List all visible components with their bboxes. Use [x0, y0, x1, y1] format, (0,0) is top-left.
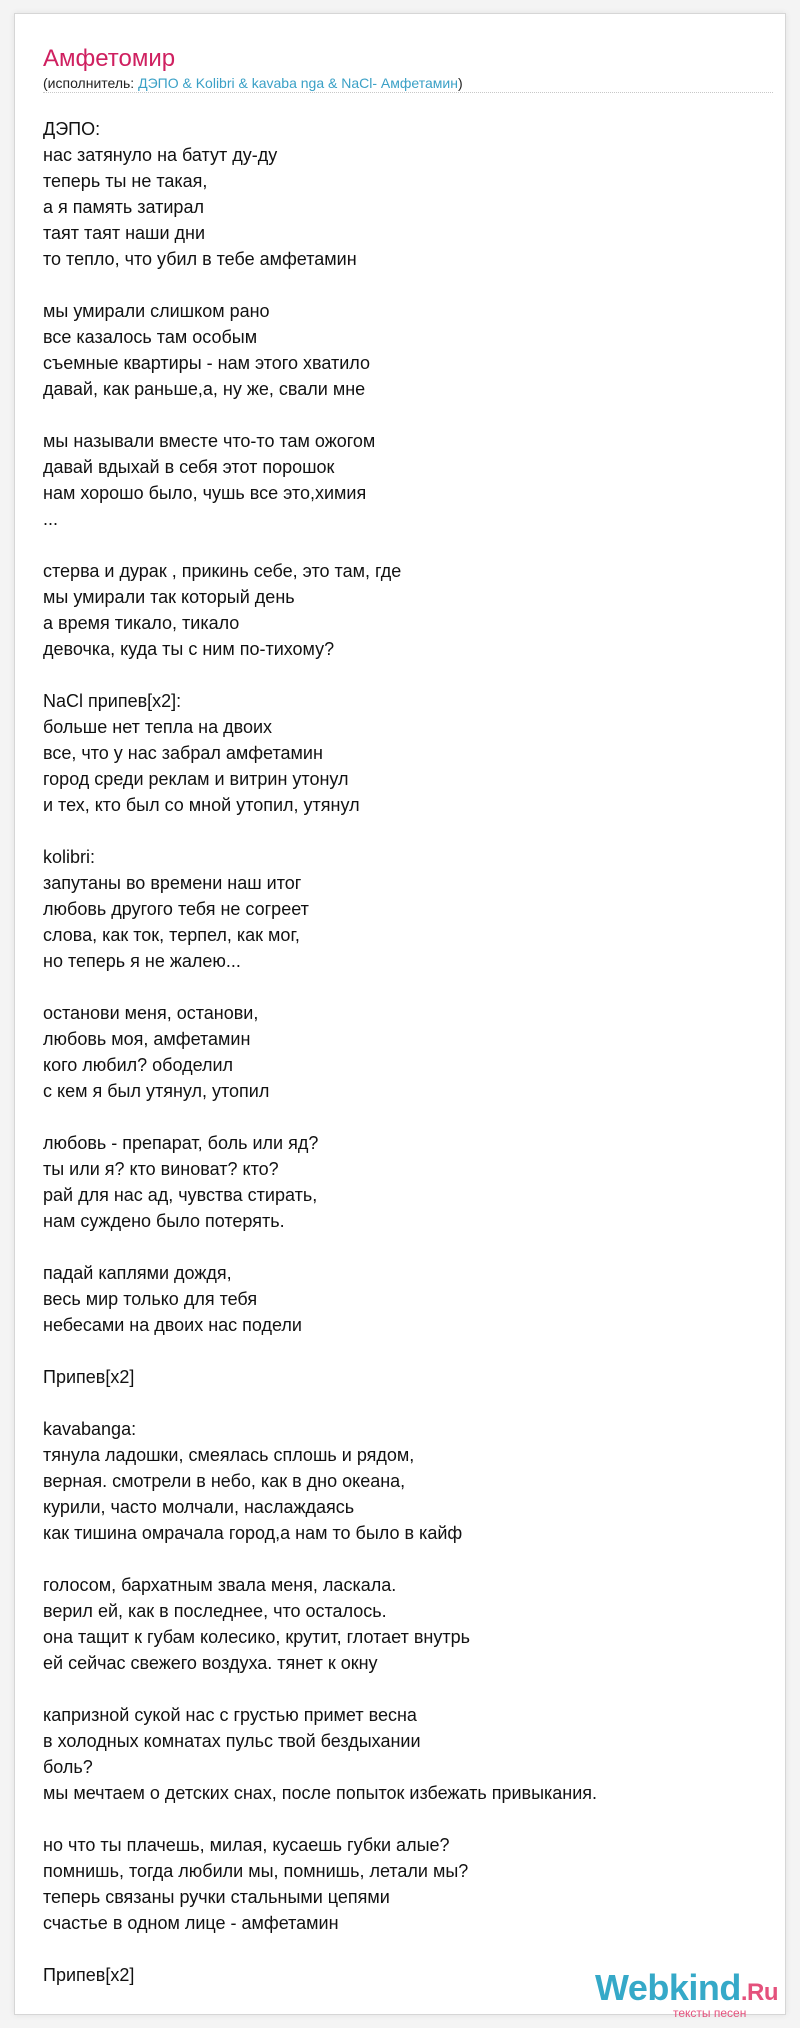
lyric-line: все, что у нас забрал амфетамин [43, 743, 323, 763]
blank-line [43, 1338, 763, 1364]
lyric-line: таят таят наши дни [43, 223, 206, 243]
lyric-line: капризной сукой нас с грустью примет весна [43, 1705, 417, 1725]
lyric-line: счастье в одном лице - амфетамин [43, 1913, 339, 1933]
blank-line [43, 402, 763, 428]
logo-tld: .Ru [740, 1979, 779, 2006]
performer-line [43, 74, 771, 92]
lyric-line: теперь связаны ручки стальными цепями [43, 1887, 390, 1907]
title-divider [43, 92, 773, 93]
lyric-line: останови меня, останови, [43, 1003, 259, 1023]
lyric-line: мы называли вместе что-то там ожогом [43, 431, 376, 451]
lyric-line: нам хорошо было, чушь все это,химия [43, 483, 367, 503]
lyric-line: теперь ты не такая, [43, 171, 208, 191]
lyric-line: рай для нас ад, чувства стирать, [43, 1185, 318, 1205]
lyric-line: все казалось там особым [43, 327, 258, 347]
lyric-line: а я память затирал [43, 197, 204, 217]
lyric-line: слова, как ток, терпел, как мог, [43, 925, 300, 945]
performer-suffix: ) [457, 75, 463, 91]
lyric-line: давай вдыхай в себя этот порошок [43, 457, 335, 477]
lyric-line: курили, часто молчали, наслаждаясь [43, 1497, 355, 1517]
lyric-line: kolibri: [43, 847, 96, 867]
lyric-line: ты или я? кто виноват? кто? [43, 1159, 279, 1179]
blank-line [43, 1390, 763, 1416]
blank-line [43, 662, 763, 688]
song-title: Амфетомир [43, 45, 176, 72]
lyric-line: Припев[x2] [43, 1367, 135, 1387]
lyric-line: она тащит к губам колесико, крутит, глотает внутрь [43, 1627, 470, 1647]
lyric-line: нам суждено было потерять. [43, 1211, 285, 1231]
lyric-line: Припев[x2] [43, 1965, 135, 1985]
lyric-line: помнишь, тогда любили мы, помнишь, летали мы? [43, 1861, 469, 1881]
lyric-line: давай, как раньше,а, ну же, свали мне [43, 379, 366, 399]
lyric-line: то тепло, что убил в тебе амфетамин [43, 249, 357, 269]
blank-line [43, 1104, 763, 1130]
performer-prefix: (исполнитель: [43, 75, 139, 91]
lyric-line: мы умирали слишком рано [43, 301, 270, 321]
lyric-line: а время тикало, тикало [43, 613, 240, 633]
blank-line [43, 532, 763, 558]
blank-line [43, 1676, 763, 1702]
lyric-line: в холодных комнатах пульс твой бездыхании [43, 1731, 421, 1751]
lyric-line: город среди реклам и витрин утонул [43, 769, 349, 789]
webkind-logo[interactable] [595, 1966, 795, 2026]
blank-line [43, 1806, 763, 1832]
lyric-line: падай каплями дождя, [43, 1263, 232, 1283]
lyric-line: ДЭПО: [43, 119, 101, 139]
lyric-line: но что ты плачешь, милая, кусаешь губки алые? [43, 1835, 450, 1855]
lyric-line: ... [43, 509, 59, 529]
blank-line [43, 272, 763, 298]
lyric-line: но теперь я не жалею... [43, 951, 241, 971]
lyric-line: небесами на двоих нас подели [43, 1315, 302, 1335]
blank-line [43, 1234, 763, 1260]
lyric-line: больше нет тепла на двоих [43, 717, 273, 737]
lyric-line: и тех, кто был со мной утопил, утянул [43, 795, 360, 815]
logo-name: Webkind [595, 1967, 741, 2008]
lyric-line: любовь другого тебя не согреет [43, 899, 309, 919]
lyric-line: кого любил? ободелил [43, 1055, 234, 1075]
blank-line [43, 818, 763, 844]
lyric-line: съемные квартиры - нам этого хватило [43, 353, 370, 373]
blank-line [43, 974, 763, 1000]
lyric-line: мы мечтаем о детских снах, после попыток избежать привыкания. [43, 1783, 598, 1803]
lyric-line: с кем я был утянул, утопил [43, 1081, 270, 1101]
lyrics-card [14, 13, 786, 2020]
lyric-line: любовь - препарат, боль или яд? [43, 1133, 319, 1153]
lyric-line: верная. смотрели в небо, как в дно океана, [43, 1471, 406, 1491]
blank-line [43, 1546, 763, 1572]
lyric-line: голосом, бархатным звала меня, ласкала. [43, 1575, 397, 1595]
lyric-line: верил ей, как в последнее, что осталось. [43, 1601, 387, 1621]
lyric-line: весь мир только для тебя [43, 1289, 258, 1309]
lyric-line: стерва и дурак , прикинь себе, это там, где [43, 561, 402, 581]
lyric-line: как тишина омрачала город,а нам то было в кайф [43, 1523, 463, 1543]
logo-tagline: тексты песен [673, 2006, 747, 2020]
lyric-line: kavabanga: [43, 1419, 137, 1439]
lyric-line: любовь моя, амфетамин [43, 1029, 251, 1049]
lyric-line: девочка, куда ты с ним по-тихому? [43, 639, 335, 659]
blank-line [43, 1936, 763, 1962]
lyric-line: NaCl припев[x2]: [43, 691, 182, 711]
lyric-line: тянула ладошки, смеялась сплошь и рядом, [43, 1445, 415, 1465]
performer-link[interactable]: ДЭПО & Kolibri & kavaba nga & NaCl- Амфетамин [138, 75, 458, 91]
lyric-line: боль? [43, 1757, 93, 1777]
lyrics-text [43, 116, 763, 1988]
lyric-line: ей сейчас свежего воздуха. тянет к окну [43, 1653, 378, 1673]
lyric-line: нас затянуло на батут ду-ду [43, 145, 278, 165]
lyric-line: мы умирали так который день [43, 587, 295, 607]
lyric-line: запутаны во времени наш итог [43, 873, 302, 893]
